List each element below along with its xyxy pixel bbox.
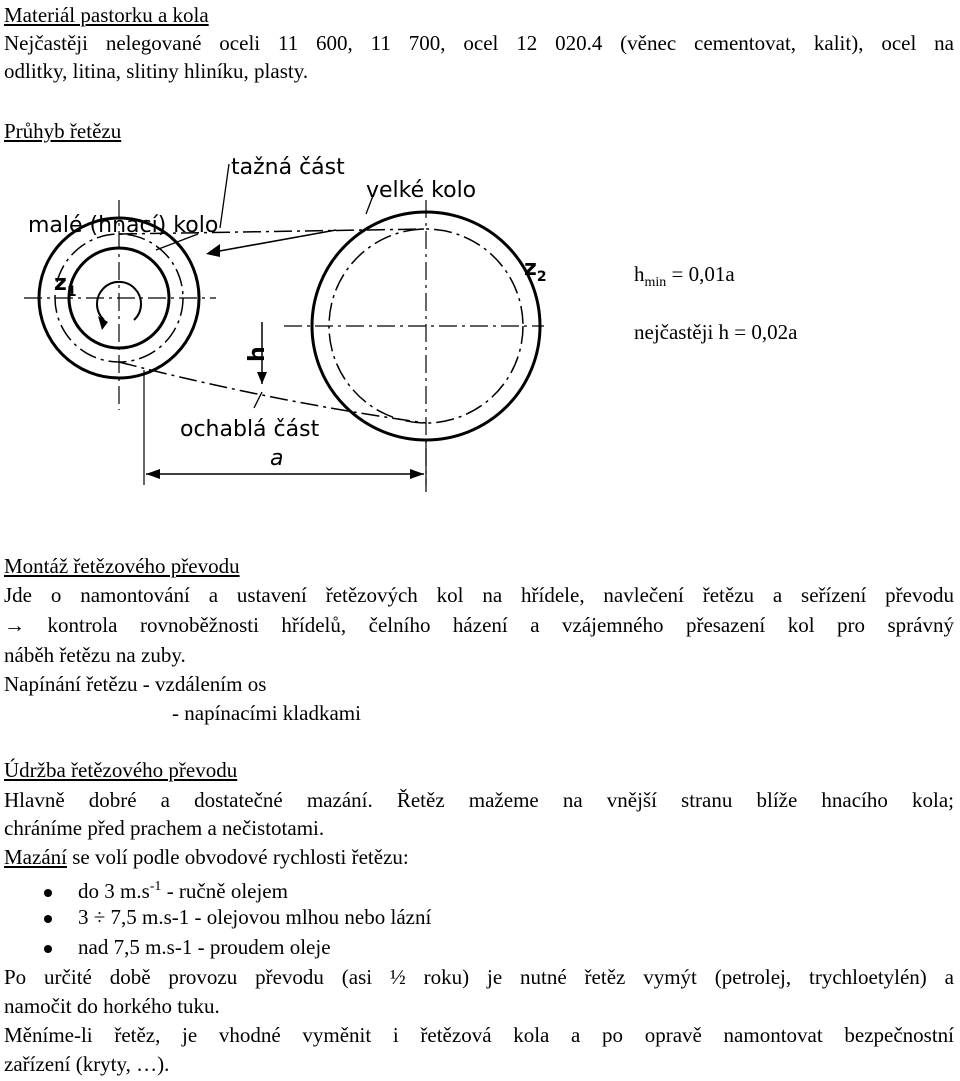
tensioning-line-1: Napínání řetězu - vzdálením os [4,672,267,696]
a-arrow-right [410,469,424,479]
chain-drive-figure [24,140,547,500]
bullet-3-text: nad 7,5 m.s-1 - proudem oleje [78,935,331,959]
tension-arrowhead [206,244,220,257]
label-a: a [270,446,284,471]
label-small-wheel: malé (hnací) kolo [28,213,219,238]
bullet-1-a: do 3 m.s [78,879,150,903]
maintenance-text-line-1: Hlavně dobré a dostatečné mazání. Řetěz mažeme na vnější stranu blíže hnacího kola; [4,788,954,812]
formula-h-typical: nejčastěji h = 0,02a [634,320,798,344]
bullet-item-2 [4,904,431,930]
assembly-text-line-3: náběh řetězu na zuby. [4,643,186,667]
formula-hmin [634,262,735,291]
material-heading: Materiál pastorku a kola [4,3,209,27]
material-text-line-1: Nejčastěji nelegované oceli 11 600, 11 700, ocel 12 020.4 (věnec cementovat, kalit), ocel na [4,31,954,55]
bullet-1-sup: -1 [149,879,162,894]
maintenance-text-line-6: zařízení (kryty, …). [4,1052,170,1076]
leader-slack [254,392,262,408]
sag-heading: Průhyb řetězu [4,119,122,143]
bullet-1-b: - ručně olejem [161,879,288,903]
leader-tight [220,164,229,228]
a-arrow-left [146,469,160,479]
label-z1-letter: z [54,271,67,296]
label-z2-index: 2 [536,269,547,285]
bullet-dot-3 [4,934,78,960]
assembly-text-line-2: → kontrola rovnoběžnosti hřídelů, čelního házení a vzájemného přesazení kol pro správný [4,613,954,637]
label-slack-part: ochablá část [180,417,320,442]
tensioning-line-2: - napínacími kladkami [172,701,361,725]
label-z1-index: 1 [66,284,77,300]
lubrication-intro-rest: se volí podle obvodové rychlosti řetězu: [66,845,409,869]
label-z2 [524,256,547,285]
bullet-2-text: 3 ÷ 7,5 m.s-1 - olejovou mlhou nebo lázní [78,905,432,929]
material-text-line-2: odlitky, litina, slitiny hliníku, plasty. [4,59,309,83]
slack-chain [119,362,426,423]
maintenance-text-line-4: namočit do horkého tuku. [4,994,220,1018]
lubrication-intro [4,844,409,870]
bullet-dot-1 [4,878,78,904]
assembly-heading: Montáž řetězového převodu [4,554,240,578]
maintenance-text-line-2: chráníme před prachem a nečistotami. [4,816,325,840]
bullet-item-3 [4,934,331,960]
tension-arrow-line [214,230,336,252]
label-z2-letter: z [524,256,537,281]
bullet-dot-2 [4,904,78,930]
formula-hmin-h: h [634,262,645,286]
formula-hmin-sub: min [644,275,667,291]
label-h: h [245,346,270,362]
maintenance-text-line-5: Měníme-li řetěz, je vhodné vyměnit i řetězová kola a po opravě namontovat bezpečnostní [4,1023,954,1047]
formula-hmin-rest: = 0,01a [666,262,735,286]
label-large-wheel: velké kolo [366,178,477,203]
h-marker-arrowhead [257,372,267,384]
label-tight-part: tažná část [231,155,345,180]
maintenance-text-line-3: Po určité době provozu převodu (asi ½ roku) je nutné řetěz vymýt (petrolej, trychloetylén) a [4,965,954,989]
maintenance-heading: Údržba řetězového převodu [4,758,238,782]
lubrication-heading: Mazání [4,845,67,869]
assembly-text-line-1: Jde o namontování a ustavení řetězových kol na hřídele, navlečení řetězu a seřízení převodu [4,583,954,607]
bullet-item-1 [4,874,288,904]
